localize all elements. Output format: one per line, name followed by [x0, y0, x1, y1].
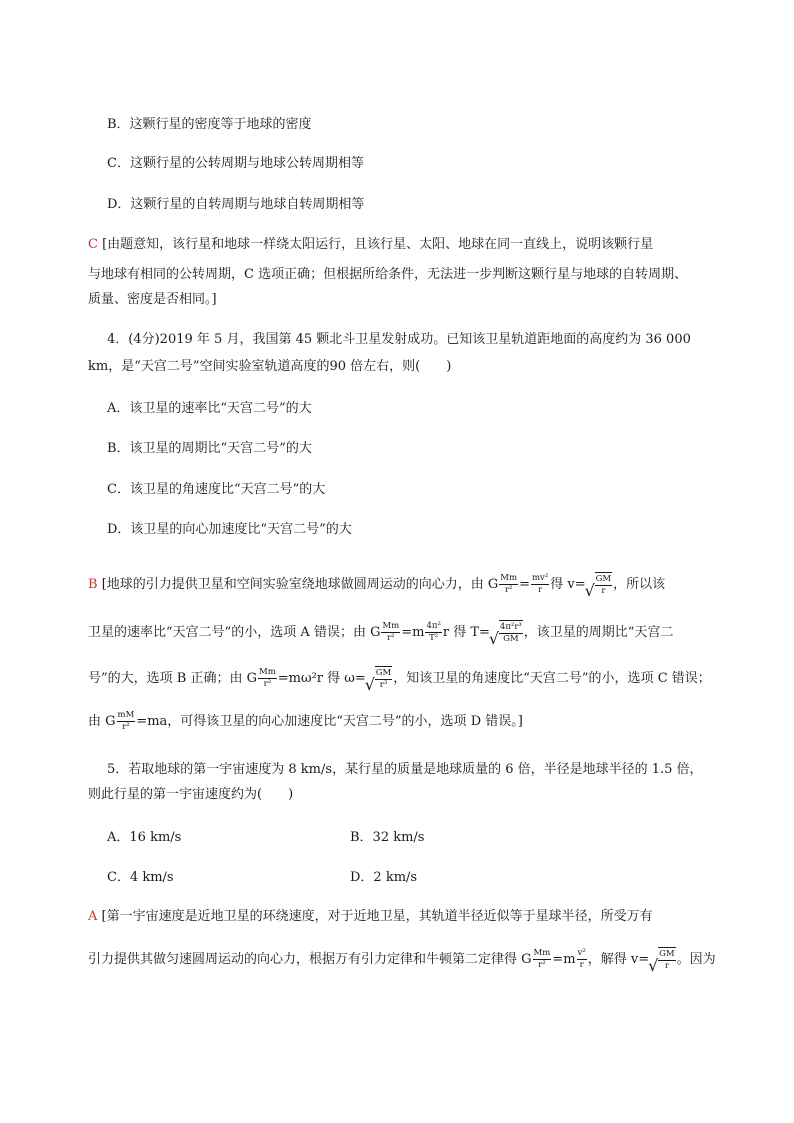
q4-option-d: D．该卫星的向心加速度比“天宫二号”的大	[107, 522, 352, 537]
q4-stem-line2: km，是“天宫二号”空间实验室轨道高度的90 倍左右，则( )	[88, 359, 452, 374]
formula-fraction	[577, 948, 587, 971]
q3-option-d: D．这颗行星的自转周期与地球自转周期相等	[107, 197, 365, 212]
q4-option-b: B．该卫星的周期比“天宫二号”的大	[107, 441, 312, 456]
q3-answer-line3: 质量、密度是否相同。]	[88, 292, 217, 307]
q4-answer-text: =m	[401, 625, 425, 640]
q3-answer-line1	[88, 236, 653, 254]
fraction-numerator: √ GM	[595, 574, 612, 584]
q5-answer-letter: A	[88, 909, 98, 924]
q4-answer-text: ，知该卫星的角速度比“天宫二号”的小，选项 C 错误；	[393, 671, 711, 686]
q4-answer-text: =mω²r 得 ω=	[277, 671, 366, 686]
square-root	[586, 572, 614, 597]
q5-answer-line2	[88, 947, 716, 972]
q4-stem-line1: 4．(4分)2019 年 5 月，我国第 45 颗北斗卫星发射成功。已知该卫星轨道距地面的高度约为 36 000	[107, 332, 691, 347]
fraction-numerator: mM	[117, 710, 135, 720]
fraction-denominator: r²	[538, 960, 546, 970]
q4-answer-text: 卫星的速率比“天宫二号”的小，选项 A 错误；由 G	[88, 625, 381, 640]
q4-answer-text: 号”的大，选项 B 正确；由 G	[88, 671, 257, 686]
fraction-numerator: mv²	[531, 573, 549, 583]
fraction-denominator: r³	[379, 680, 388, 690]
square-root	[366, 666, 394, 691]
q4-answer-text: [地球的引力提供卫星和空间实验室绕地球做圆周运动的向心力，由 G	[101, 577, 499, 592]
fraction-denominator: r	[538, 585, 543, 595]
q4-answer-text: =	[519, 577, 530, 592]
q3-answer-letter: C	[88, 237, 98, 252]
q5-option-d: D．2 km/s	[350, 870, 418, 885]
formula-fraction	[499, 573, 518, 596]
q5-stem-line2: 则此行星的第一宇宙速度约为( )	[88, 787, 294, 802]
q4-answer-text: ，该卫星的周期比“天宫二	[523, 625, 674, 640]
q4-answer-text: r 得 T=	[442, 625, 490, 640]
fraction-denominator: r	[664, 961, 669, 971]
q4-answer-letter: B	[88, 577, 98, 592]
formula-fraction	[499, 620, 523, 645]
formula-fraction	[375, 666, 393, 691]
q3-option-c: C．这颗行星的公转周期与地球公转周期相等	[107, 156, 364, 171]
q4-answer-text: =ma，可得该卫星的向心加速度比“天宫二号”的小，选项 D 错误。]	[136, 714, 523, 729]
q5-stem-line1: 5．若取地球的第一宇宙速度为 8 km/s，某行星的质量是地球质量的 6 倍，半径是地球半径的 1.5 倍，	[107, 762, 703, 777]
fraction-denominator: r²	[387, 633, 395, 643]
fraction-numerator: Mm	[382, 621, 400, 631]
q4-answer-text: 得 v=	[550, 577, 586, 592]
fraction-numerator: √ 4π²r³	[499, 622, 522, 632]
q4-answer-line1	[88, 572, 665, 597]
formula-fraction	[425, 621, 441, 644]
q4-option-c: C．该卫星的角速度比“天宫二号”的大	[107, 482, 326, 497]
q3-option-b: B．这颗行星的密度等于地球的密度	[107, 117, 312, 132]
square-root	[649, 947, 677, 972]
fraction-denominator: T²	[429, 633, 439, 643]
square-root	[490, 620, 524, 645]
q5-option-c: C．4 km/s	[107, 870, 174, 885]
q4-answer-text: ，所以该	[613, 577, 666, 592]
fraction-denominator: r²	[122, 722, 130, 732]
formula-fraction	[381, 621, 400, 644]
q4-answer-line4	[88, 710, 523, 733]
formula-fraction	[595, 572, 613, 597]
q5-answer-text: 引力提供其做匀速圆周运动的向心力，根据万有引力定律和牛顿第二定律得 G	[88, 952, 532, 967]
fraction-numerator: Mm	[533, 948, 551, 958]
q4-option-a: A．该卫星的速率比“天宫二号”的大	[107, 401, 312, 416]
q4-answer-line3	[88, 666, 711, 691]
q5-option-a: A．16 km/s	[107, 830, 182, 845]
q5-answer-line1	[88, 908, 653, 926]
fraction-numerator: √ GM	[375, 668, 392, 678]
fraction-numerator: 4π²	[426, 621, 441, 631]
q4-answer-line2	[88, 620, 673, 645]
fraction-numerator: Mm	[500, 573, 518, 583]
fraction-denominator: r²	[504, 585, 513, 595]
q5-answer-text: =m	[552, 952, 576, 967]
q5-answer-text: ，解得 v=	[587, 952, 650, 967]
fraction-denominator: r	[601, 586, 606, 596]
formula-fraction	[533, 948, 552, 971]
q5-answer-text: [第一宇宙速度是近地卫星的环绕速度，对于近地卫星，其轨道半径近似等于星球半径，所受万有	[101, 909, 653, 924]
q3-answer-line2: 与地球有相同的公转周期，C 选项正确；但根据所给条件，无法进一步判断这颗行星与地球的自转周期、	[88, 267, 688, 282]
fraction-denominator: r²	[263, 679, 272, 689]
fraction-numerator: √ GM	[659, 949, 675, 959]
q4-answer-text: 由 G	[88, 714, 116, 729]
fraction-denominator: r	[579, 960, 584, 970]
formula-fraction	[258, 667, 277, 690]
formula-fraction	[658, 947, 676, 972]
fraction-numerator: Mm	[258, 667, 276, 677]
q5-answer-text: 。因为	[676, 952, 716, 967]
fraction-numerator: v²	[577, 948, 586, 958]
q3-answer-text: [由题意知，该行星和地球一样绕太阳运行，且该行星、太阳、地球在同一直线上，说明该颗行星	[102, 237, 654, 252]
formula-fraction	[117, 710, 136, 733]
formula-fraction	[531, 573, 549, 596]
fraction-denominator: GM	[503, 634, 519, 644]
q5-option-b: B．32 km/s	[350, 830, 425, 845]
